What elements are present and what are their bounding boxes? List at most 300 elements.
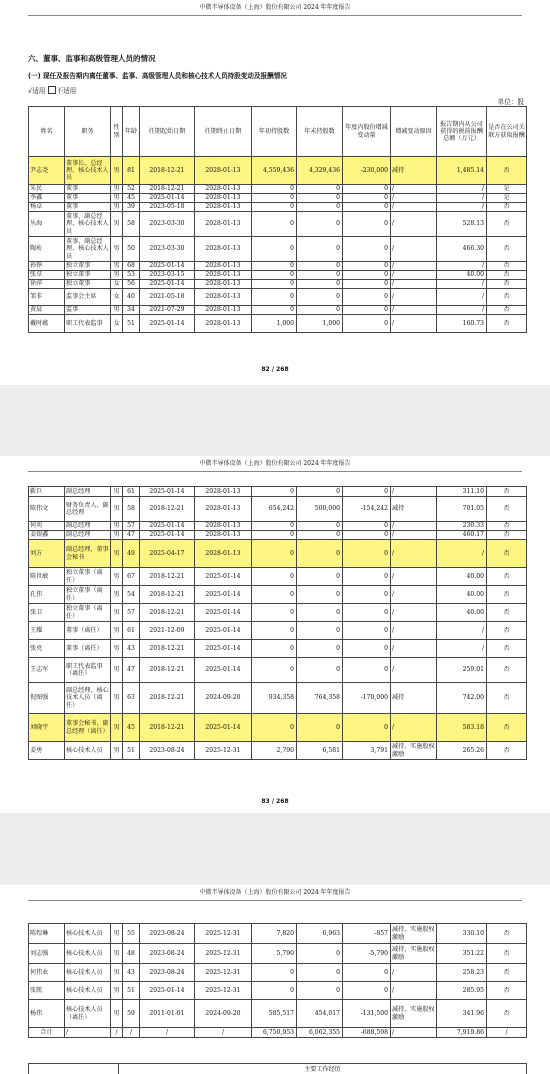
cell-change-reason: / [391,522,437,531]
cell-shares-end: 0 [297,982,343,1000]
cell-shares-change: -170,000 [343,683,391,714]
cell-shares-change: 0 [343,487,391,497]
col-header: 年初持股数 [252,107,297,157]
col-header: 任期终止日期 [195,107,252,157]
cell-term-end: 2028-01-13 [195,306,252,315]
col-header: 年末持股数 [297,107,343,157]
option-applicable: 适用 [32,87,46,95]
cell-name: 孙铮 [29,262,65,271]
cell-change-reason: / [391,306,437,315]
cell-term-start: 2018-12-21 [140,658,195,683]
cell-term-start: 2023-03-30 [140,237,195,262]
cell-position: 职工代表监事（离任） [65,658,111,683]
cell-shares-change: 0 [343,714,391,742]
cell-gender: 男 [111,742,123,760]
applicability-options [28,85,76,95]
cell-term-start: 2011-01-01 [140,1000,195,1028]
cell-position: 副总经理 [65,531,111,540]
cell-shares-change: 0 [343,640,391,658]
work-experience-table-header [28,1063,527,1074]
cell-age: 57 [123,522,140,531]
cell-compensation: 460.17 [437,531,487,540]
checkmark: √ [28,87,33,95]
col-header-name: 姓名 [29,1064,119,1074]
cell-term-end: 2028-01-13 [195,157,252,185]
cell-position: 核心技术人员 [65,982,111,1000]
cell-change-reason: / [391,185,437,194]
cell-gender: 男 [111,683,123,714]
cell-age: 47 [123,531,140,540]
cell-related-party-pay: 否 [487,924,527,944]
cell-term-end: 2025-12-31 [195,982,252,1000]
cell-position: 独立董事 [65,280,111,289]
cell-compensation: 40.00 [437,271,487,280]
cell-term-end: 2025-12-31 [195,944,252,964]
cell-change-reason: / [391,212,437,237]
cell-position: 监事会主席 [65,289,111,306]
page-header: 中微半导体设备（上海）股份有限公司 2024 年年度报告 [28,885,522,901]
cell-related-party-pay: 否 [487,982,527,1000]
cell-shares-change: 0 [343,203,391,212]
cell-related-party-pay: 否 [487,658,527,683]
cell-term-end: 2025-01-14 [195,586,252,604]
cell-name: 王耀 [29,622,65,640]
cell-name: 倪图强 [29,683,65,714]
cell-compensation: / [437,540,487,568]
cell-position: 董事 [65,185,111,194]
cell-compensation: / [437,262,487,271]
cell-shares-change: 0 [343,289,391,306]
cell-shares-begin: 0 [252,522,297,531]
cell-age: 54 [123,586,140,604]
cell-gender: 男 [111,185,123,194]
cell-name: 张荩 [29,271,65,280]
cell-change-reason: / [391,1028,437,1038]
cell-compensation: / [437,185,487,194]
col-header: 增减变动原因 [391,107,437,157]
table-row [29,683,527,714]
cell-change-reason: / [391,714,437,742]
cell-position: 核心技术人员 [65,964,111,982]
cell-position: 董事 [65,194,111,203]
table-row [29,714,527,742]
cell-change-reason: / [391,289,437,306]
cell-name: 孔伟 [29,586,65,604]
cell-shares-begin: 6,750,953 [252,1028,297,1038]
report-page-84 [0,885,550,1074]
cell-change-reason: 减持、实施股权激励 [391,924,437,944]
cell-gender: 女 [111,289,123,306]
cell-shares-begin: 1,000 [252,315,297,333]
cell-shares-end: 0 [297,194,343,203]
cell-compensation: 742.00 [437,683,487,714]
col-header: 姓名 [29,107,65,157]
col-header-experience: 主要工作经历 [119,1064,527,1074]
cell-shares-begin: 0 [252,203,297,212]
cell-term-start: 2025-01-14 [140,522,195,531]
cell-shares-end: 0 [297,714,343,742]
cell-term-start: 2025-01-14 [140,531,195,540]
table-row [29,944,527,964]
cell-term-start: 2023-08-24 [140,742,195,760]
table-row [29,262,527,271]
cell-position: 董事长、总经理、核心技术人员 [65,157,111,185]
cell-age: 58 [123,497,140,522]
cell-age: 63 [123,683,140,714]
cell-change-reason: / [391,262,437,271]
cell-compensation: 1,485.14 [437,157,487,185]
table-row [29,540,527,568]
cell-term-start: 2018-12-21 [140,604,195,622]
cell-shares-end: 500,000 [297,497,343,522]
cell-shares-end: 0 [297,944,343,964]
cell-term-end: 2025-12-31 [195,964,252,982]
cell-position: 副总经理 [65,487,111,497]
cell-shares-end: 0 [297,203,343,212]
cell-shares-end: 0 [297,212,343,237]
cell-name: 徐萍 [29,280,65,289]
cell-compensation: 341.96 [437,1000,487,1028]
table-row [29,1000,527,1028]
cell-related-party-pay: 否 [487,604,527,622]
cell-gender: 男 [111,212,123,237]
cell-term-start: 2018-12-21 [140,683,195,714]
cell-compensation: 466.30 [437,237,487,262]
cell-position: 独立董事 [65,262,111,271]
cell-shares-begin: 0 [252,964,297,982]
cell-change-reason: / [391,194,437,203]
cell-name: 杨卓 [29,203,65,212]
cell-shares-begin: 0 [252,185,297,194]
cell-compensation: 265.26 [437,742,487,760]
cell-shares-begin: 0 [252,280,297,289]
report-page-83 [0,456,550,813]
cell-related-party-pay: 否 [487,742,527,760]
cell-gender: 男 [111,1000,123,1028]
cell-gender: 女 [111,315,123,333]
cell-term-end: 2028-01-13 [195,315,252,333]
checkbox-icon [48,86,56,94]
cell-position: 董事、副总经理、核心技术人员 [66,238,109,260]
cell-shares-end: 0 [297,487,343,497]
cell-shares-end: 0 [297,540,343,568]
cell-shares-begin: 2,790 [252,742,297,760]
cell-age: 39 [123,203,140,212]
cell-name: 刘志强 [29,944,65,964]
cell-term-start: 2018-12-21 [140,157,195,185]
cell-term-end: 2028-01-13 [195,497,252,522]
cell-name: 何奕 [29,522,65,531]
cell-term-end: 2028-01-13 [195,237,252,262]
cell-term-end: 2025-01-14 [195,714,252,742]
cell-term-end: 2028-01-13 [195,531,252,540]
cell-shares-end: 764,358 [297,683,343,714]
cell-shares-begin: 0 [252,586,297,604]
cell-shares-end: 0 [297,604,343,622]
cell-name: 姜银鑫 [29,531,65,540]
cell-related-party-pay: 否 [487,531,527,540]
cell-age: 50 [123,237,140,262]
cell-age: 57 [123,604,140,622]
page-header: 中微半导体设备（上海）股份有限公司 2024 年年度报告 [28,0,522,16]
cell-name: 朱民 [29,185,65,194]
cell-compensation: 259.01 [437,658,487,683]
cell-change-reason: / [391,280,437,289]
cell-position: 监事 [65,306,111,315]
cell-shares-change: 0 [343,522,391,531]
table-row [29,315,527,333]
option-not-applicable: 不适用 [56,87,77,95]
cell-compensation: 7,919.86 [437,1028,487,1038]
cell-shares-begin: 0 [252,658,297,683]
table-row [29,237,527,262]
cell-gender: 男 [111,157,123,185]
cell-change-reason: / [391,622,437,640]
cell-compensation: 40.00 [437,568,487,586]
cell-shares-begin: 0 [252,982,297,1000]
cell-term-start: 2018-12-21 [140,497,195,522]
cell-position: 董事 [65,203,111,212]
cell-position: 董事（离任） [65,640,111,658]
cell-term-end: 2025-01-14 [195,568,252,586]
table-row [29,487,527,497]
holdings-table-page1 [28,106,527,333]
cell-term-start: 2023-03-15 [140,271,195,280]
cell-shares-end: 1,000 [297,315,343,333]
cell-compensation: 311.10 [437,487,487,497]
cell-age: 43 [123,640,140,658]
cell-name: 李鑫 [29,194,65,203]
cell-change-reason: / [391,203,437,212]
cell-gender: 男 [111,306,123,315]
cell-gender: 男 [111,262,123,271]
cell-shares-begin: 934,358 [252,683,297,714]
cell-change-reason: / [391,964,437,982]
cell-name: 陶珩 [29,237,65,262]
cell-change-reason: / [391,540,437,568]
cell-age: 51 [123,742,140,760]
table-row [29,982,527,1000]
table-row [29,194,527,203]
cell-change-reason: / [391,487,437,497]
cell-compensation: 40.00 [437,604,487,622]
cell-shares-change: -5,790 [343,944,391,964]
cell-compensation: / [437,194,487,203]
cell-shares-begin: 0 [252,306,297,315]
cell-shares-end: 0 [297,622,343,640]
cell-related-party-pay: 否 [487,568,527,586]
cell-gender: 男 [111,194,123,203]
cell-gender: 男 [111,944,123,964]
cell-change-reason: / [391,982,437,1000]
table-row [29,531,527,540]
cell-age: 61 [123,622,140,640]
cell-shares-end: 0 [297,262,343,271]
cell-term-end: 2028-01-13 [195,522,252,531]
cell-change-reason: / [391,271,437,280]
cell-term-end: 2028-01-13 [195,194,252,203]
cell-compensation: / [437,306,487,315]
table-row [29,203,527,212]
cell-shares-change: -154,242 [343,497,391,522]
table-header-row [29,107,527,157]
cell-name: 张亮 [29,640,65,658]
cell-position: 董事（离任） [65,622,111,640]
cell-related-party-pay: / [487,1028,527,1038]
cell-term-start: 2021-05-18 [140,289,195,306]
cell-age: 43 [123,964,140,982]
cell-term-end: 2028-01-13 [195,262,252,271]
cell-change-reason: 减持 [391,497,437,522]
cell-change-reason: / [391,237,437,262]
cell-shares-begin: 0 [252,194,297,203]
cell-compensation: 230.33 [437,522,487,531]
cell-shares-begin: 585,517 [252,1000,297,1028]
cell-related-party-pay: 否 [487,640,527,658]
cell-gender: 男 [111,531,123,540]
col-header: 是否在公司关联方获取报酬 [487,107,527,157]
cell-compensation: 160.73 [437,315,487,333]
cell-gender: 男 [111,640,123,658]
cell-shares-end: 0 [297,185,343,194]
cell-gender: 男 [111,982,123,1000]
cell-term-end: 2028-01-13 [195,203,252,212]
cell-shares-begin: 654,242 [252,497,297,522]
cell-gender: 男 [111,271,123,280]
table-row [29,522,527,531]
cell-position: 董事会秘书、副总经理（离任） [65,714,111,742]
cell-term-start: 2025-01-14 [140,487,195,497]
cell-name: 姜勇 [29,742,65,760]
cell-compensation: / [437,203,487,212]
col-header: 性别 [111,107,123,157]
cell-compensation: / [437,640,487,658]
cell-compensation: / [437,289,487,306]
cell-change-reason: / [391,568,437,586]
cell-related-party-pay: 否 [487,289,527,306]
cell-shares-change: 0 [343,212,391,237]
cell-gender: 男 [111,586,123,604]
cell-related-party-pay: 是 [487,194,527,203]
cell-gender: 男 [111,658,123,683]
cell-related-party-pay: 否 [487,540,527,568]
cell-term-end: 2025-01-14 [195,640,252,658]
cell-gender: 男 [111,714,123,742]
report-page-82 [0,0,550,385]
cell-name: 陈世敏 [29,568,65,586]
table-row [29,157,527,185]
cell-shares-end: 4,329,436 [297,157,343,185]
cell-name: 靳巨 [29,487,65,497]
table-row [29,280,527,289]
cell-position: 核心技术人员（离任） [65,1000,111,1028]
cell-shares-change: 0 [343,306,391,315]
cell-age: 53 [123,271,140,280]
cell-shares-end: 0 [297,306,343,315]
cell-term-start: 2018-12-21 [140,640,195,658]
cell-term-start: 2025-01-14 [140,262,195,271]
subsection-title: (一) 现任及报告期内离任董事、监事、高级管理人员和核心技术人员持股变动及报酬情况 [28,72,287,80]
cell-name: 戴时蕴 [29,315,65,333]
cell-shares-begin: 0 [252,540,297,568]
holdings-table-page3 [28,923,527,1038]
cell-position: 核心技术人员 [65,742,111,760]
cell-related-party-pay: 否 [487,586,527,604]
cell-term-start: 2018-12-21 [140,714,195,742]
col-header: 任期起始日期 [140,107,195,157]
cell-age: 55 [123,924,140,944]
cell-age: 68 [123,262,140,271]
cell-shares-end: 0 [297,964,343,982]
cell-shares-begin: 0 [252,714,297,742]
table-row [29,289,527,306]
cell-shares-change: 0 [343,540,391,568]
cell-shares-end: 0 [297,640,343,658]
cell-age: 48 [123,944,140,964]
cell-related-party-pay: 否 [487,315,527,333]
cell-change-reason: / [391,640,437,658]
cell-term-end: 2024-09-20 [195,683,252,714]
cell-shares-begin: 0 [252,289,297,306]
cell-gender: 男 [111,924,123,944]
cell-term-start: 2018-12-21 [140,185,195,194]
cell-related-party-pay: 否 [487,280,527,289]
cell-age: 56 [123,280,140,289]
cell-related-party-pay: 否 [487,487,527,497]
cell-term-start: 2025-01-14 [140,315,195,333]
cell-term-start: 2023-08-24 [140,944,195,964]
cell-shares-begin: 0 [252,271,297,280]
page-number: 82 / 268 [261,366,289,373]
cell-shares-change: 0 [343,964,391,982]
cell-shares-begin: 5,790 [252,944,297,964]
cell-change-reason: 减持、实施股权激励 [391,944,437,964]
unit-label: 单位：股 [497,98,524,106]
cell-compensation: 528.13 [437,212,487,237]
cell-gender: 男 [111,497,123,522]
section-title: 六、董事、监事和高级管理人员的情况 [28,54,156,63]
cell-shares-end: 0 [297,522,343,531]
cell-gender: 男 [111,540,123,568]
cell-term-start: 2025-04-17 [140,540,195,568]
table-row [29,497,527,522]
cell-term-start: 2023-08-24 [140,924,195,944]
table-row [29,271,527,280]
cell-term-end: 2028-01-13 [195,487,252,497]
cell-shares-change: 0 [343,280,391,289]
cell-compensation: 258.23 [437,964,487,982]
table-row [29,622,527,640]
cell-change-reason: 减持 [391,683,437,714]
cell-term-start: 2025-01-14 [140,280,195,289]
cell-term-start: 2021-07-29 [140,306,195,315]
cell-name: 张凯 [29,982,65,1000]
cell-term-end: 2028-01-13 [195,289,252,306]
cell-age: 61 [123,487,140,497]
cell-gender: 男 [111,203,123,212]
cell-age: 49 [123,540,140,568]
cell-shares-end: 0 [297,531,343,540]
cell-compensation: 40.00 [437,586,487,604]
cell-gender: 男 [111,964,123,982]
cell-related-party-pay: 否 [487,522,527,531]
cell-change-reason: / [391,315,437,333]
cell-related-party-pay: 否 [487,714,527,742]
cell-name: 合计 [29,1028,65,1038]
cell-position: 独立董事（离任） [65,586,111,604]
cell-change-reason: / [391,658,437,683]
table-row [29,640,527,658]
